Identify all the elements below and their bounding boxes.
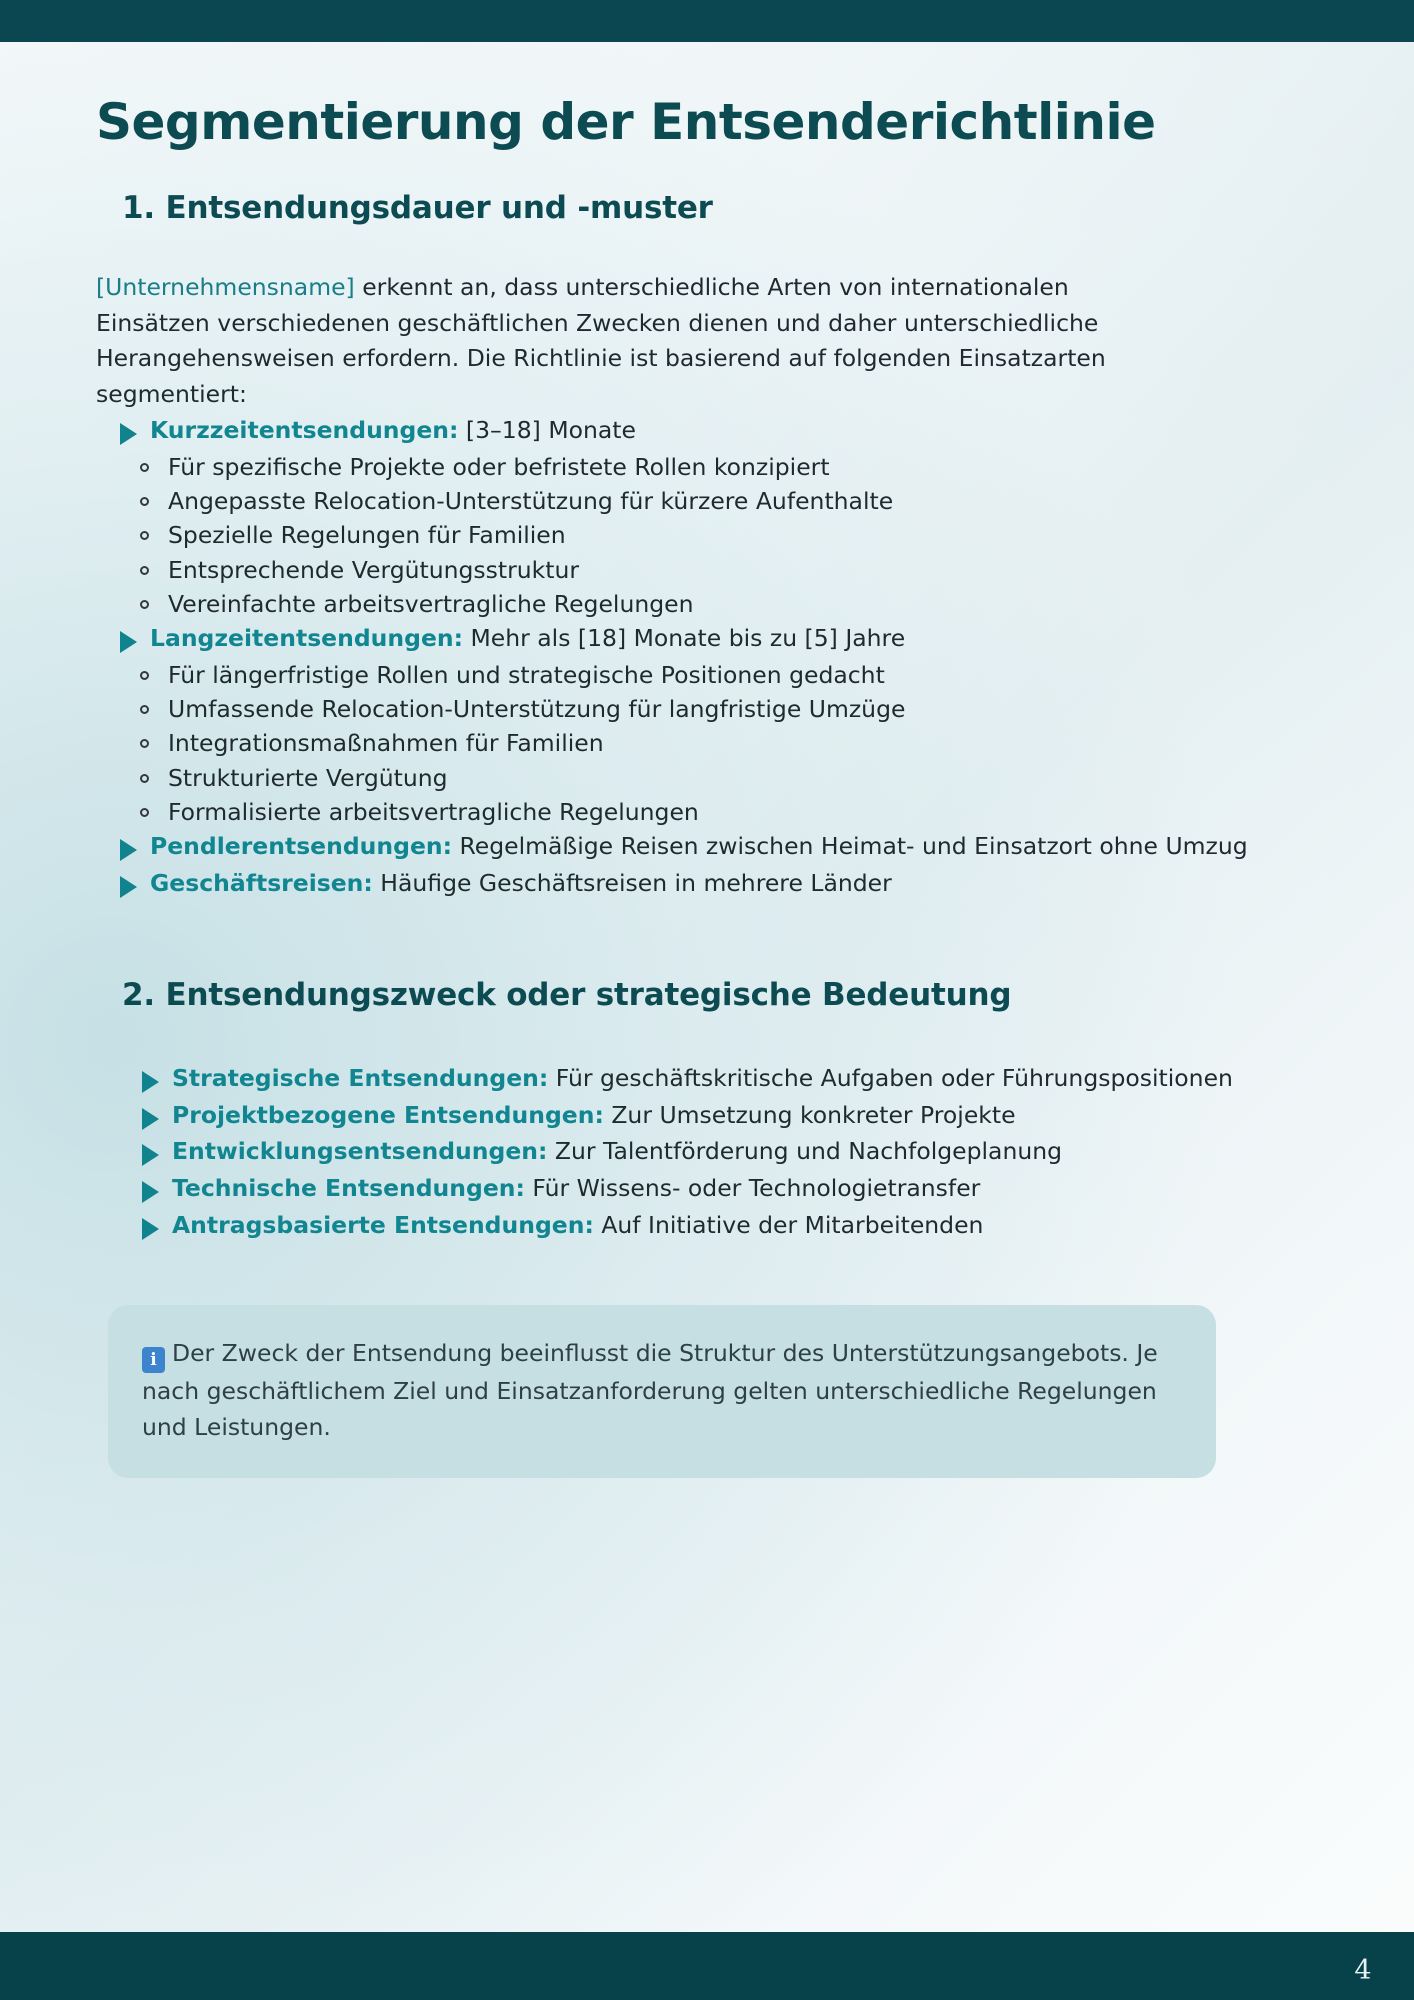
sub-list-item: [96, 795, 1318, 829]
section-1-heading: 1. Entsendungsdauer und -muster: [122, 190, 713, 226]
sub-list-item: [96, 587, 1318, 621]
sub-list-item: [96, 484, 1318, 518]
sub-list-item: [96, 692, 1318, 726]
sub-list-item-text: Formalisierte arbeitsvertragliche Regelungen: [168, 798, 699, 827]
sub-list: [96, 450, 1318, 621]
sub-list-item-text: Spezielle Regelungen für Familien: [168, 521, 566, 550]
triangle-bullet-icon: [142, 1108, 159, 1130]
sub-list-item: [96, 553, 1318, 587]
list-item-description: Regelmäßige Reisen zwischen Heimat- und Einsatzort ohne Umzug: [452, 832, 1248, 861]
circle-bullet-icon: [140, 774, 149, 783]
sub-list-item-text: Entsprechende Vergütungsstruktur: [168, 555, 580, 584]
circle-bullet-icon: [140, 497, 149, 506]
circle-bullet-icon: [140, 671, 149, 680]
list-item-description: Zur Talentförderung und Nachfolgeplanung: [547, 1137, 1063, 1166]
triangle-bullet-icon: [142, 1071, 159, 1093]
triangle-bullet-icon: [120, 423, 137, 445]
triangle-bullet-icon: [142, 1218, 159, 1240]
company-name-placeholder: [Unternehmensname]: [96, 273, 355, 301]
sub-list-item: [96, 726, 1318, 760]
circle-bullet-icon: [140, 808, 149, 817]
sub-list-item-text: Integrationsmaßnahmen für Familien: [168, 729, 604, 758]
list-item: [130, 1134, 1318, 1169]
list-item-label: Kurzzeitentsendungen:: [150, 415, 459, 444]
list-item: [108, 621, 1318, 656]
sub-list-item: [96, 658, 1318, 692]
list-item: [108, 866, 1318, 901]
list-item-description: Zur Umsetzung konkreter Projekte: [603, 1100, 1016, 1129]
sub-list-item-text: Umfassende Relocation-Unterstützung für langfristige Umzüge: [168, 695, 906, 724]
list-item-label: Strategische Entsendungen:: [172, 1063, 549, 1092]
sub-list-item: [96, 761, 1318, 795]
sub-list-item-text: Strukturierte Vergütung: [168, 763, 448, 792]
sub-list: [96, 658, 1318, 829]
info-icon: i: [142, 1347, 165, 1373]
callout-text: [142, 1335, 1182, 1446]
list-item-description: Häufige Geschäftsreisen in mehrere Länder: [372, 869, 892, 898]
list-item: [130, 1098, 1318, 1133]
triangle-bullet-icon: [120, 839, 137, 861]
sub-list-item-text: Angepasste Relocation-Unterstützung für kürzere Aufenthalte: [168, 486, 894, 515]
list-item-description: Für geschäftskritische Aufgaben oder Führungspositionen: [548, 1063, 1233, 1092]
triangle-bullet-icon: [142, 1144, 159, 1166]
sub-list-item-text: Für spezifische Projekte oder befristete Rollen konzipiert: [168, 452, 830, 481]
circle-bullet-icon: [140, 463, 149, 472]
sub-list-item: [96, 518, 1318, 552]
list-item-description: Für Wissens- oder Technologietransfer: [524, 1174, 981, 1203]
circle-bullet-icon: [140, 739, 149, 748]
list-item-label: Antragsbasierte Entsendungen:: [172, 1210, 594, 1239]
triangle-bullet-icon: [120, 876, 137, 898]
assignment-purpose-list: [118, 1061, 1318, 1243]
list-item: [130, 1171, 1318, 1206]
page-number: 4: [1354, 1955, 1372, 1986]
sub-list-item-text: Vereinfachte arbeitsvertragliche Regelungen: [168, 589, 694, 618]
sub-list-item: [96, 450, 1318, 484]
info-callout: [108, 1305, 1216, 1478]
list-item-label: Langzeitentsendungen:: [150, 624, 464, 653]
list-item: [108, 829, 1318, 864]
sub-list-item-text: Für längerfristige Rollen und strategische Positionen gedacht: [168, 660, 885, 689]
list-item-label: Projektbezogene Entsendungen:: [172, 1100, 604, 1129]
list-item-label: Pendlerentsendungen:: [150, 832, 453, 861]
triangle-bullet-icon: [120, 631, 137, 653]
header-bar: [0, 0, 1414, 42]
list-item: [108, 413, 1318, 448]
assignment-type-list: [96, 413, 1318, 901]
list-item-description: Auf Initiative der Mitarbeitenden: [593, 1210, 984, 1239]
circle-bullet-icon: [140, 566, 149, 575]
circle-bullet-icon: [140, 705, 149, 714]
list-item: [130, 1061, 1318, 1096]
triangle-bullet-icon: [142, 1181, 159, 1203]
intro-rest-text: erkennt an, dass unterschiedliche Arten von internationalen Einsätzen verschiedenen geschäftlichen Zwecken dienen und daher unterschiedliche Herangehensweisen erfordern. Die Richtlinie ist basierend auf folgenden Einsatzarten segmentiert:: [96, 273, 1106, 409]
circle-bullet-icon: [140, 600, 149, 609]
list-item-description: Mehr als [18] Monate bis zu [5] Jahre: [463, 624, 906, 653]
page-title: Segmentierung der Entsenderichtlinie: [96, 93, 1156, 151]
callout-body: Der Zweck der Entsendung beeinflusst die Struktur des Unterstützungsangebots. Je nach geschäftlichem Ziel und Einsatzanforderung gelten unterschiedliche Regelungen und Leistungen.: [142, 1338, 1158, 1442]
intro-paragraph: [96, 270, 1136, 413]
list-item: [130, 1208, 1318, 1243]
list-item-label: Technische Entsendungen:: [172, 1174, 525, 1203]
section-2-heading: 2. Entsendungszweck oder strategische Bedeutung: [122, 976, 1012, 1013]
list-item-label: Geschäftsreisen:: [150, 869, 373, 898]
list-item-label: Entwicklungsentsendungen:: [172, 1137, 548, 1166]
circle-bullet-icon: [140, 531, 149, 540]
list-item-description: [3–18] Monate: [458, 415, 636, 444]
footer-bar: [0, 1932, 1414, 2000]
page-content: [0, 42, 1414, 1478]
